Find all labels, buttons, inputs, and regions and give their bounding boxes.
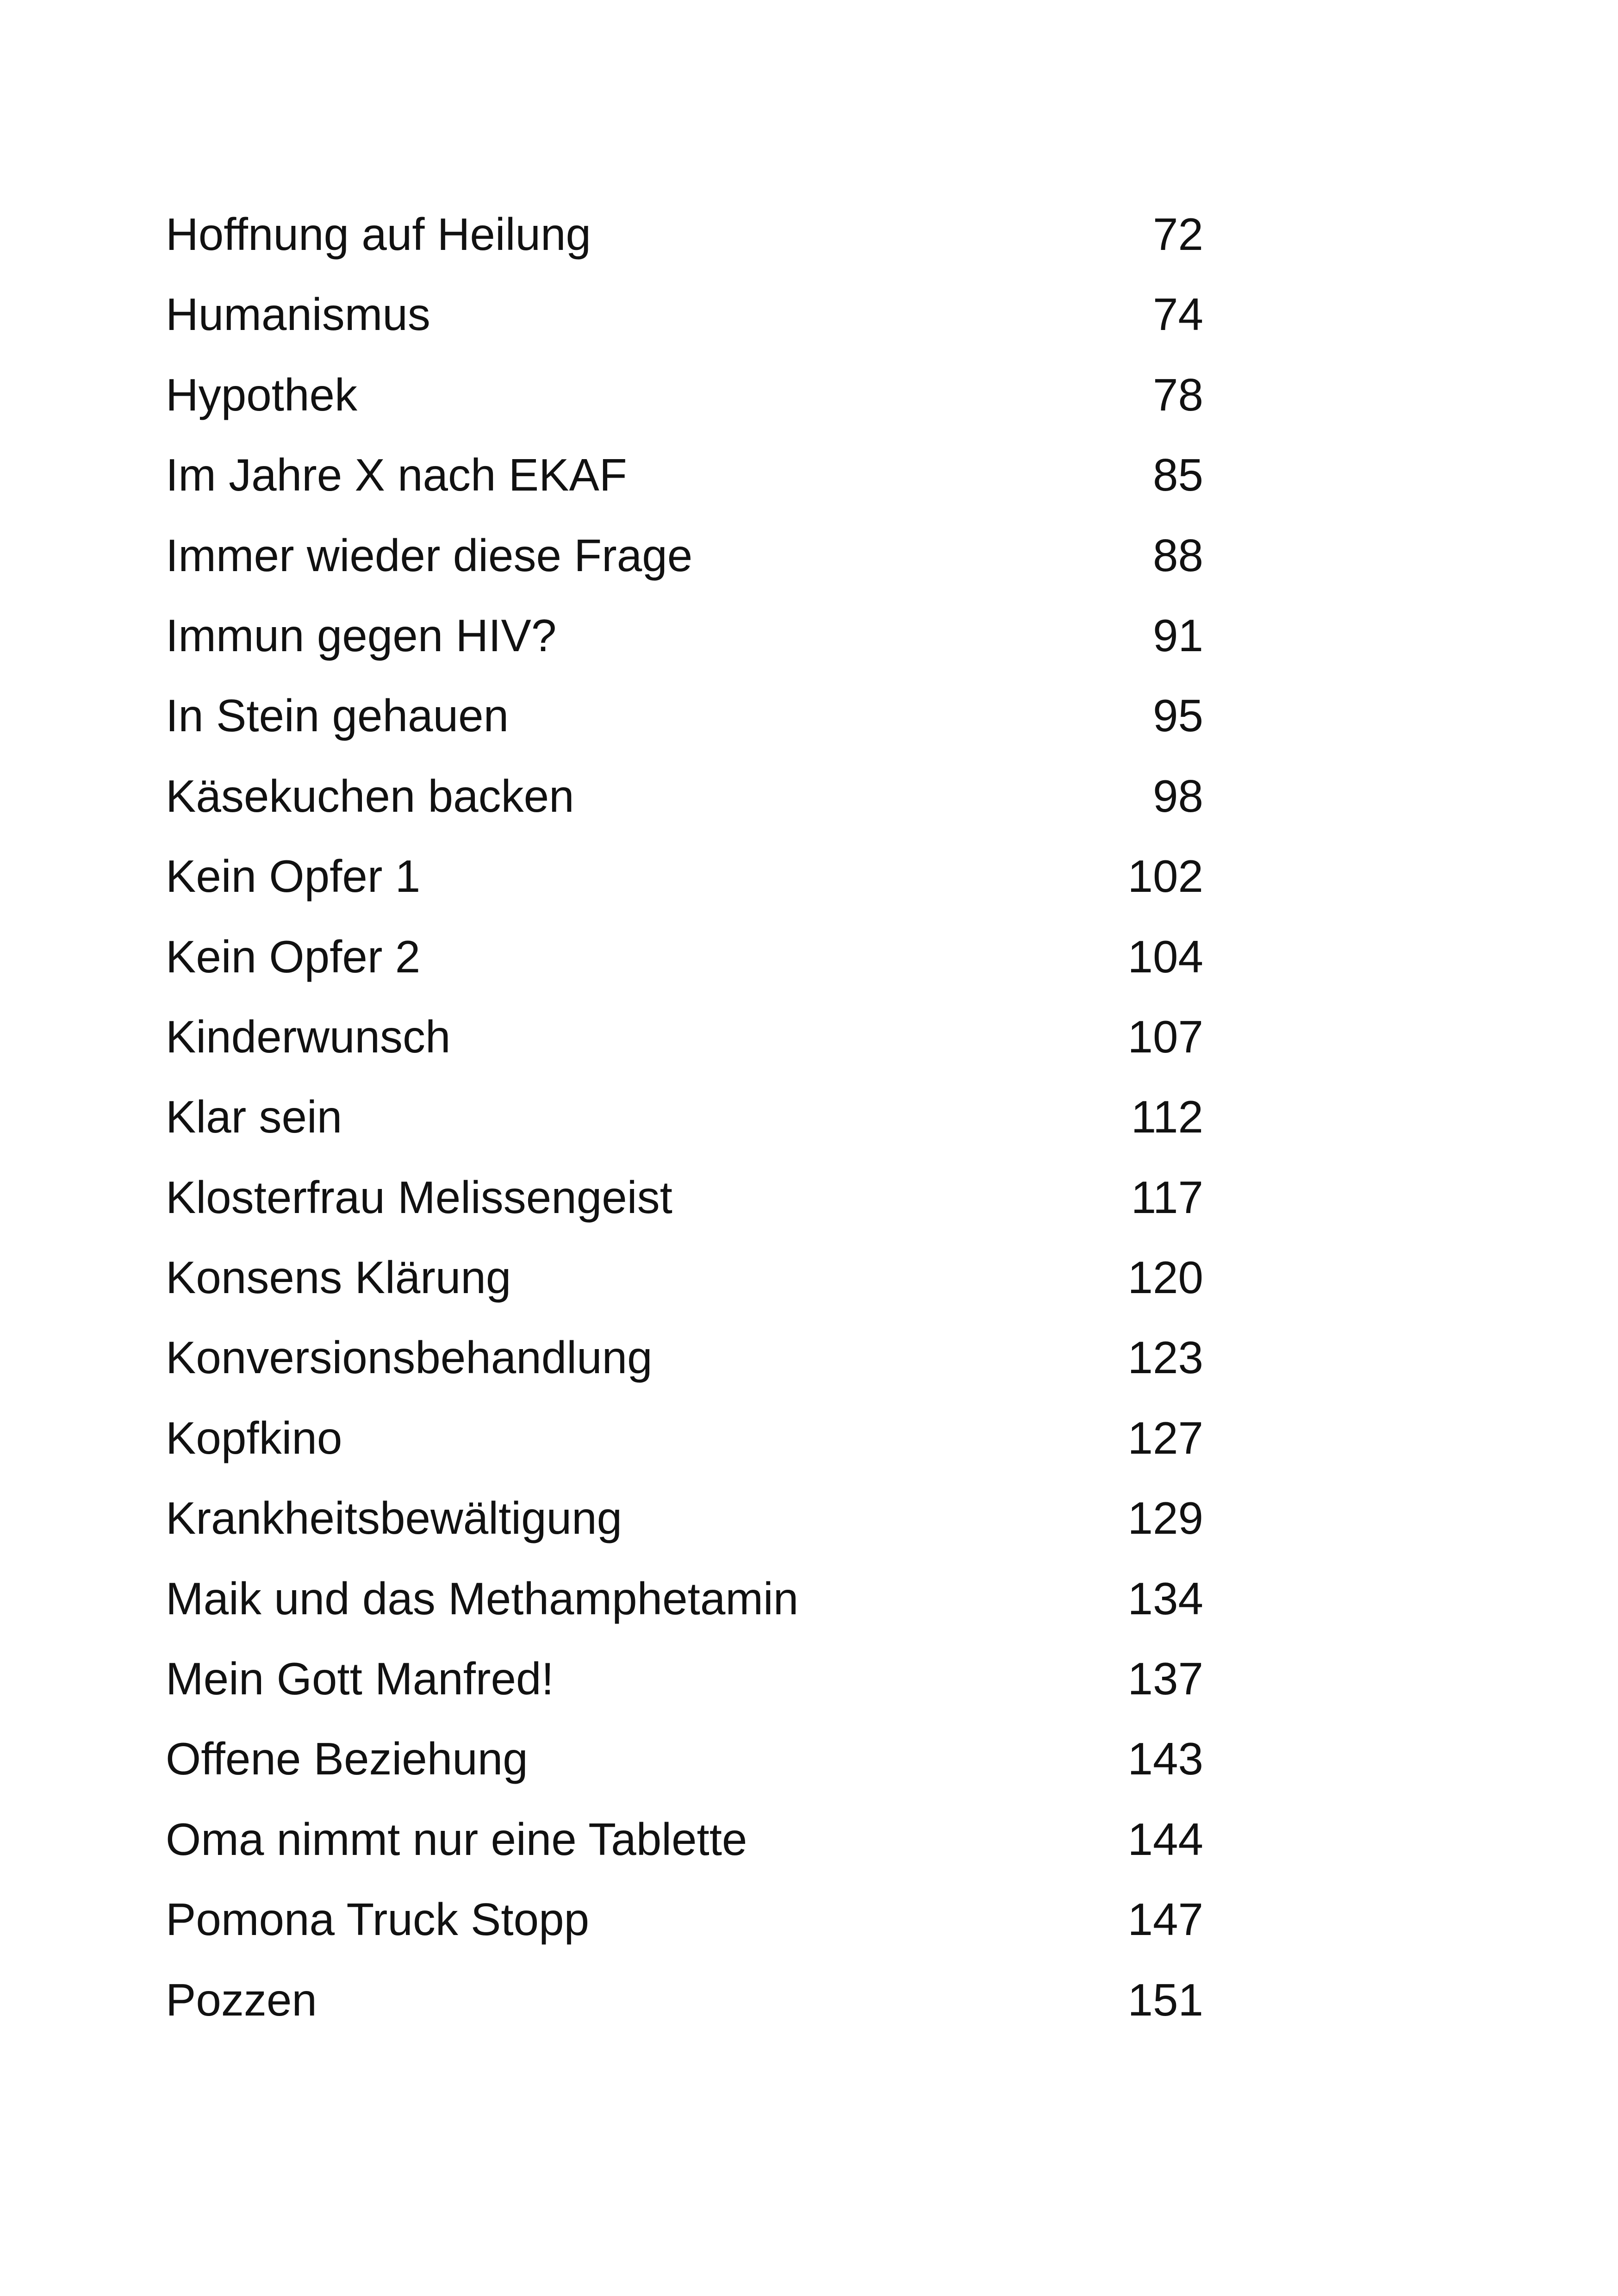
toc-entry-page-number: 112 (1131, 1091, 1203, 1143)
table-of-contents (166, 194, 1203, 2040)
toc-entry-page-number: 85 (1152, 449, 1203, 501)
toc-entry-page-number: 134 (1127, 1573, 1203, 1624)
toc-entry-title: Kein Opfer 1 (166, 851, 421, 902)
toc-entry (166, 676, 1203, 756)
toc-entry (166, 997, 1203, 1077)
toc-entry-page-number: 98 (1152, 770, 1203, 821)
toc-entry (166, 1238, 1203, 1318)
toc-entry (166, 274, 1203, 355)
toc-entry-title: Immer wieder diese Frage (166, 529, 693, 581)
toc-entry (166, 1559, 1203, 1639)
toc-entry-page-number: 74 (1152, 289, 1203, 340)
toc-entry-page-number: 144 (1127, 1813, 1203, 1865)
toc-entry (166, 1960, 1203, 2040)
toc-entry-title: Kein Opfer 2 (166, 931, 421, 982)
toc-entry (166, 194, 1203, 274)
toc-entry-title: Hoffnung auf Heilung (166, 209, 591, 260)
toc-entry-title: Humanismus (166, 289, 430, 340)
toc-entry-title: Im Jahre X nach EKAF (166, 449, 627, 501)
toc-entry-page-number: 123 (1127, 1332, 1203, 1383)
toc-entry-page-number: 88 (1152, 529, 1203, 581)
toc-entry (166, 917, 1203, 997)
toc-entry (166, 1879, 1203, 1960)
toc-entry (166, 1318, 1203, 1398)
toc-entry-page-number: 129 (1127, 1493, 1203, 1544)
toc-entry-page-number: 127 (1127, 1412, 1203, 1463)
toc-entry-page-number: 95 (1152, 690, 1203, 741)
toc-entry (166, 756, 1203, 836)
toc-entry-page-number: 107 (1127, 1011, 1203, 1062)
toc-entry (166, 516, 1203, 596)
toc-entry-title: Mein Gott Manfred! (166, 1653, 554, 1705)
toc-entry-title: Offene Beziehung (166, 1733, 528, 1785)
toc-entry (166, 355, 1203, 435)
toc-entry (166, 1719, 1203, 1799)
toc-entry-title: Kopfkino (166, 1412, 342, 1463)
toc-entry (166, 1478, 1203, 1558)
toc-entry (166, 1398, 1203, 1478)
toc-entry-title: Klar sein (166, 1091, 342, 1143)
toc-entry-title: Konsens Klärung (166, 1252, 511, 1303)
toc-entry-title: Hypothek (166, 369, 358, 420)
toc-entry (166, 836, 1203, 916)
toc-entry-title: Krankheitsbewältigung (166, 1493, 622, 1544)
toc-entry-page-number: 78 (1152, 369, 1203, 420)
toc-entry (166, 1639, 1203, 1719)
toc-entry (166, 1799, 1203, 1879)
toc-entry-page-number: 72 (1152, 209, 1203, 260)
toc-entry-title: Oma nimmt nur eine Tablette (166, 1813, 747, 1865)
toc-entry-page-number: 104 (1127, 931, 1203, 982)
toc-entry-title: In Stein gehauen (166, 690, 509, 741)
toc-entry (166, 1157, 1203, 1238)
toc-entry-title: Pozzen (166, 1974, 317, 2025)
toc-entry-page-number: 151 (1127, 1974, 1203, 2025)
toc-entry-page-number: 117 (1131, 1171, 1203, 1223)
toc-entry (166, 1077, 1203, 1157)
toc-entry-title: Käsekuchen backen (166, 770, 574, 821)
toc-entry-title: Klosterfrau Melissengeist (166, 1171, 672, 1223)
toc-entry-page-number: 147 (1127, 1894, 1203, 1945)
toc-entry-page-number: 143 (1127, 1733, 1203, 1785)
toc-entry-title: Konversionsbehandlung (166, 1332, 653, 1383)
toc-entry-title: Immun gegen HIV? (166, 610, 557, 661)
toc-entry-page-number: 91 (1152, 610, 1203, 661)
toc-entry-title: Pomona Truck Stopp (166, 1894, 590, 1945)
toc-entry-title: Kinderwunsch (166, 1011, 451, 1062)
toc-entry-page-number: 120 (1127, 1252, 1203, 1303)
toc-entry-page-number: 137 (1127, 1653, 1203, 1705)
toc-entry-page-number: 102 (1127, 851, 1203, 902)
toc-entry (166, 435, 1203, 515)
toc-entry (166, 596, 1203, 676)
toc-entry-title: Maik und das Methamphetamin (166, 1573, 799, 1624)
